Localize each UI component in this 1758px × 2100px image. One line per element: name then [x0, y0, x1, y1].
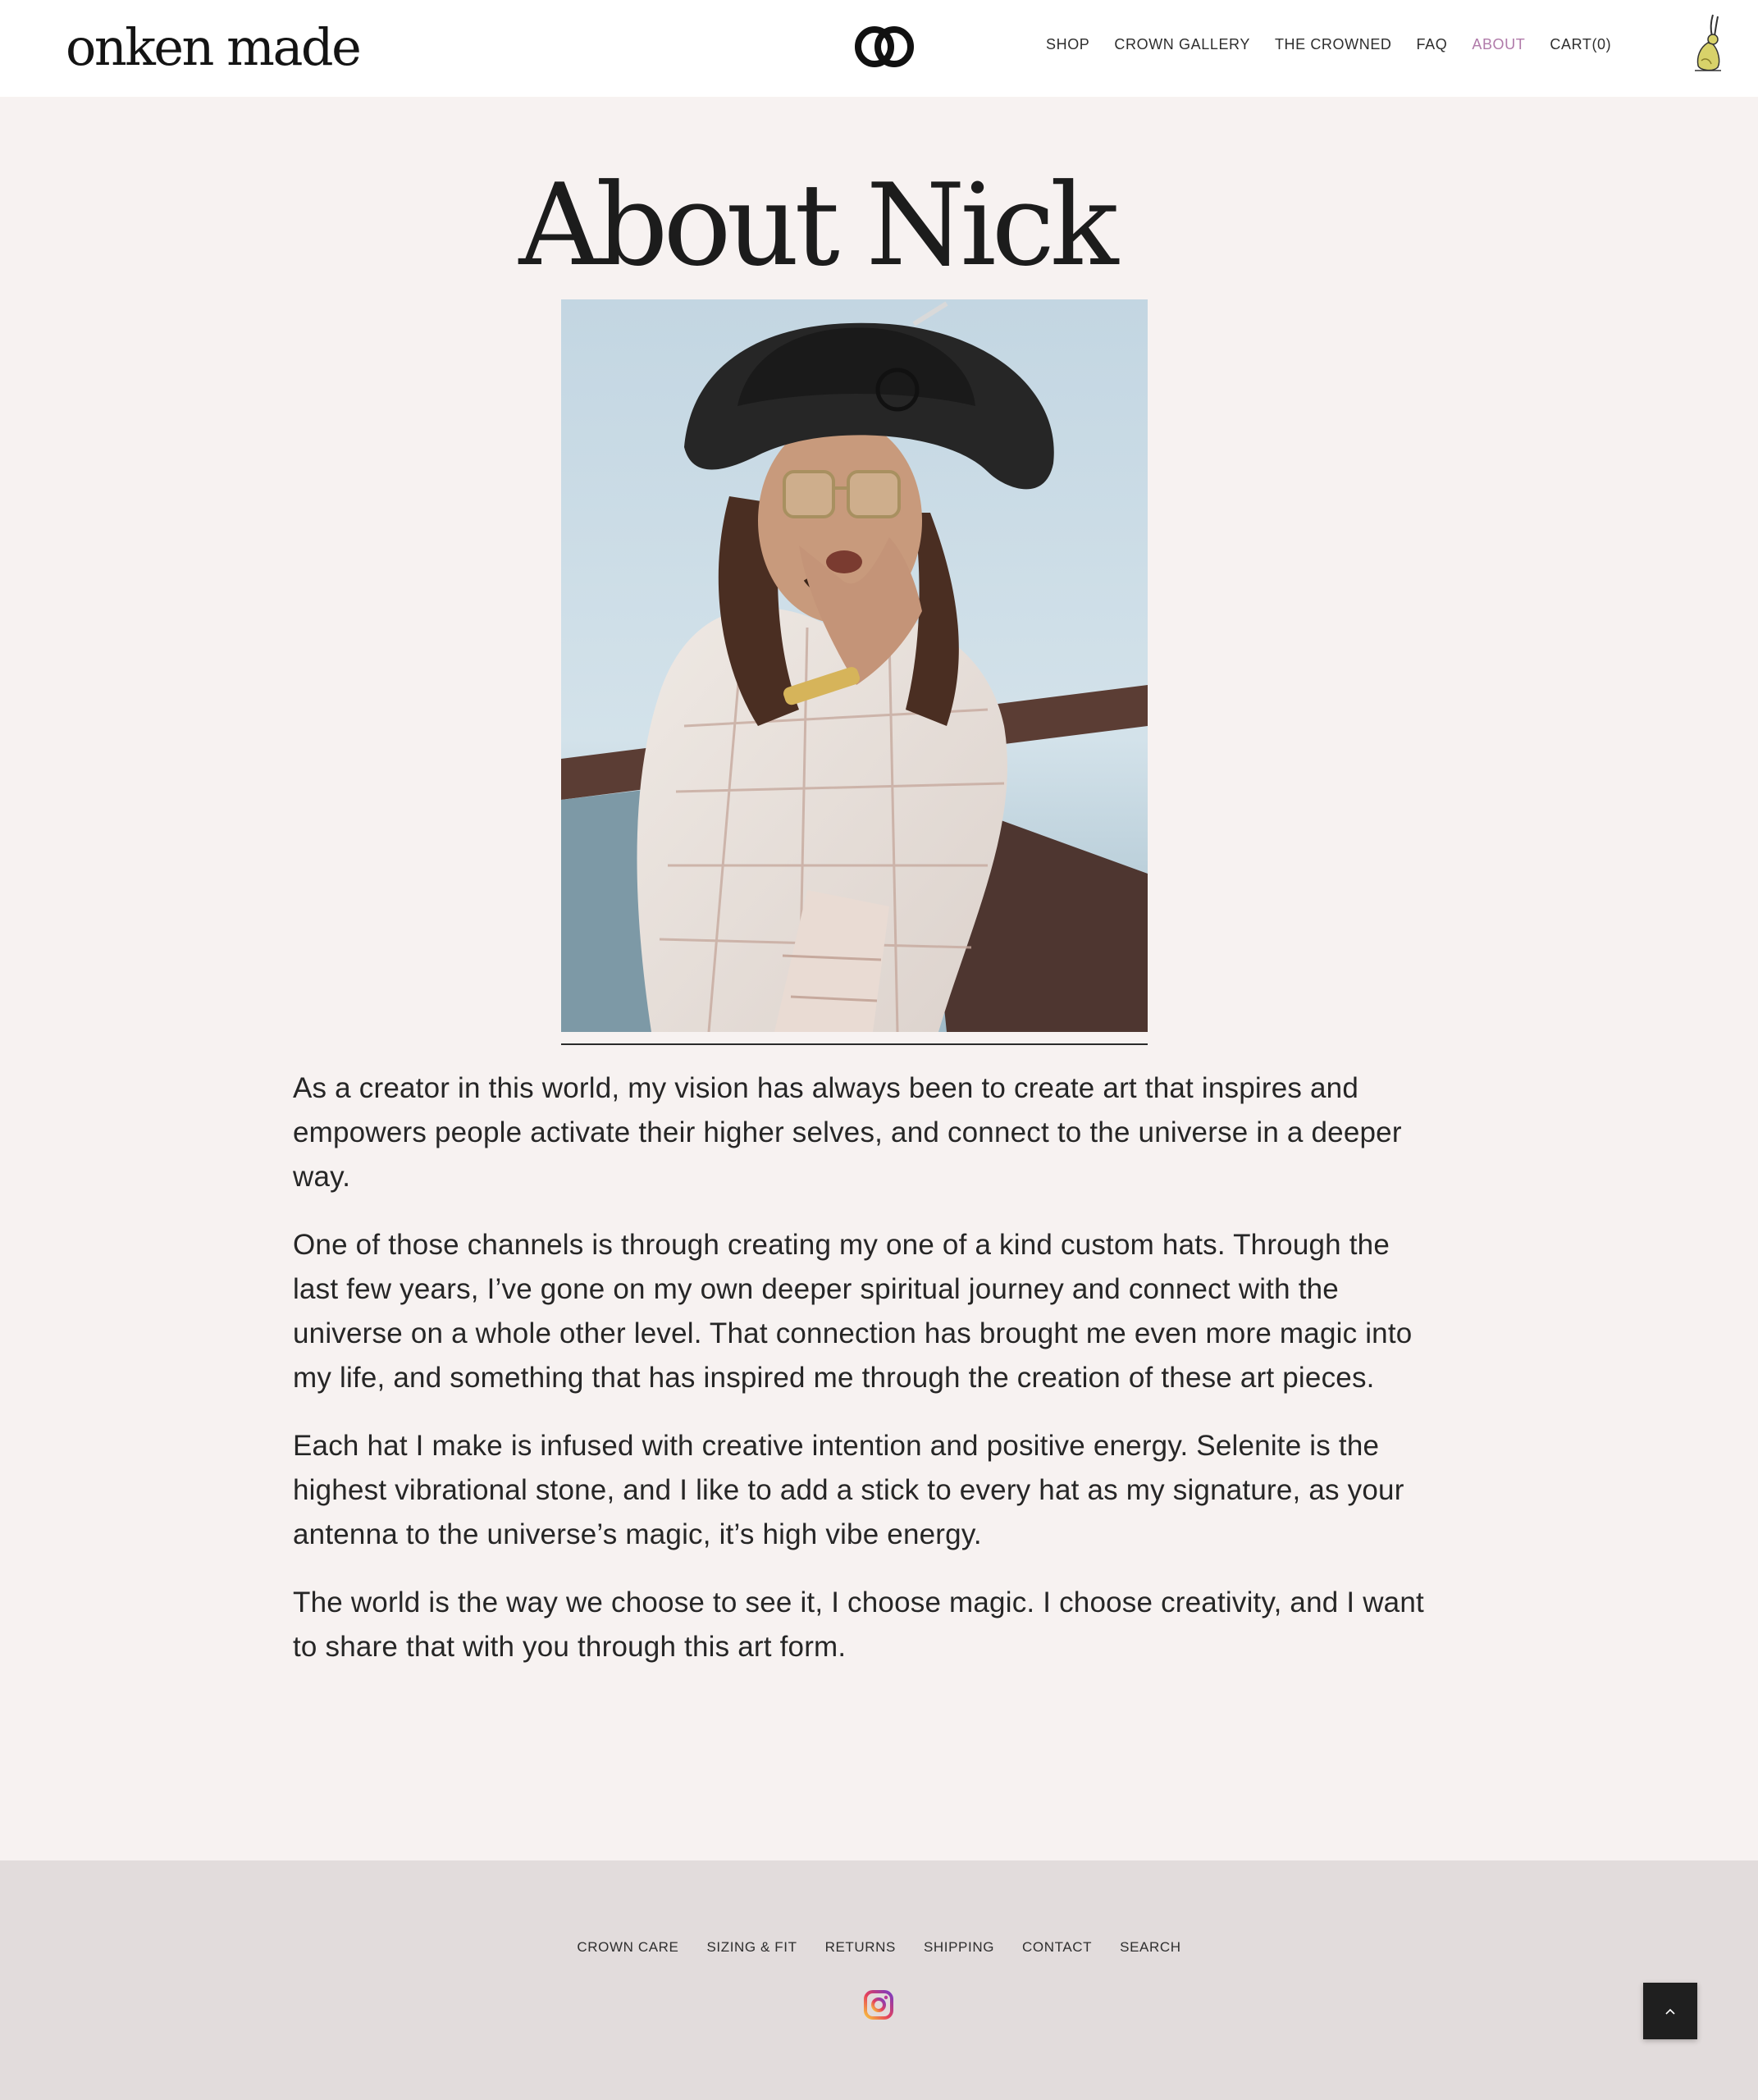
- nav-the-crowned[interactable]: THE CROWNED: [1274, 36, 1392, 52]
- portrait-photo: [561, 299, 1148, 1032]
- about-paragraph: The world is the way we choose to see it, I choose magic. I choose creativity, and I want to share that with you through this art form.: [293, 1586, 1424, 1663]
- site-header: [0, 0, 1758, 97]
- nav-faq[interactable]: FAQ: [1416, 36, 1448, 52]
- footer-link-crown-care[interactable]: CROWN CARE: [577, 1939, 679, 1955]
- footer-link-shipping[interactable]: SHIPPING: [923, 1939, 995, 1955]
- about-paragraph: One of those channels is through creating my one of a kind custom hats. Through the last few years, I’ve gone on my own deeper spiritual journey and connect with the universe on a whole other level. That connection has brought me even more magic into my life, and something that has inspired me through the creation of these art pieces.: [293, 1229, 1413, 1394]
- footer-link-sizing-fit[interactable]: SIZING & FIT: [706, 1939, 797, 1955]
- footer-nav: [0, 1939, 1758, 1956]
- nav-cart[interactable]: [1550, 36, 1611, 53]
- cart-label: CART: [1550, 36, 1592, 52]
- about-paragraph: Each hat I make is infused with creative intention and positive energy. Selenite is the highest vibrational stone, and I like to add a stick to every hat as my signature, as your antenna to the universe’s magic, it’s high vibe energy.: [293, 1430, 1404, 1550]
- main-nav: [1046, 36, 1611, 53]
- page-title: About Nick: [518, 159, 1114, 291]
- site-footer: [0, 1860, 1758, 2100]
- footer-link-contact[interactable]: CONTACT: [1022, 1939, 1093, 1955]
- cart-count: (0): [1591, 36, 1612, 52]
- interlocking-rings-icon[interactable]: [853, 25, 916, 69]
- nav-shop[interactable]: SHOP: [1046, 36, 1090, 52]
- back-to-top-button[interactable]: [1643, 1983, 1697, 2039]
- nav-crown-gallery[interactable]: CROWN GALLERY: [1114, 36, 1250, 52]
- footer-link-search[interactable]: SEARCH: [1120, 1939, 1181, 1955]
- about-paragraph: As a creator in this world, my vision has always been to create art that inspires and empowers people activate their higher selves, and connect to the universe in a deeper way.: [293, 1072, 1402, 1193]
- rabbit-icon[interactable]: [1688, 13, 1728, 74]
- instagram-icon[interactable]: [863, 1989, 894, 2020]
- nav-about[interactable]: ABOUT: [1472, 36, 1526, 52]
- photo-divider: [561, 1043, 1148, 1045]
- brand-logo-link[interactable]: onken made: [66, 17, 360, 77]
- about-body: [293, 1066, 1433, 1693]
- footer-link-returns[interactable]: RETURNS: [824, 1939, 896, 1955]
- chevron-up-icon: [1664, 2007, 1676, 2016]
